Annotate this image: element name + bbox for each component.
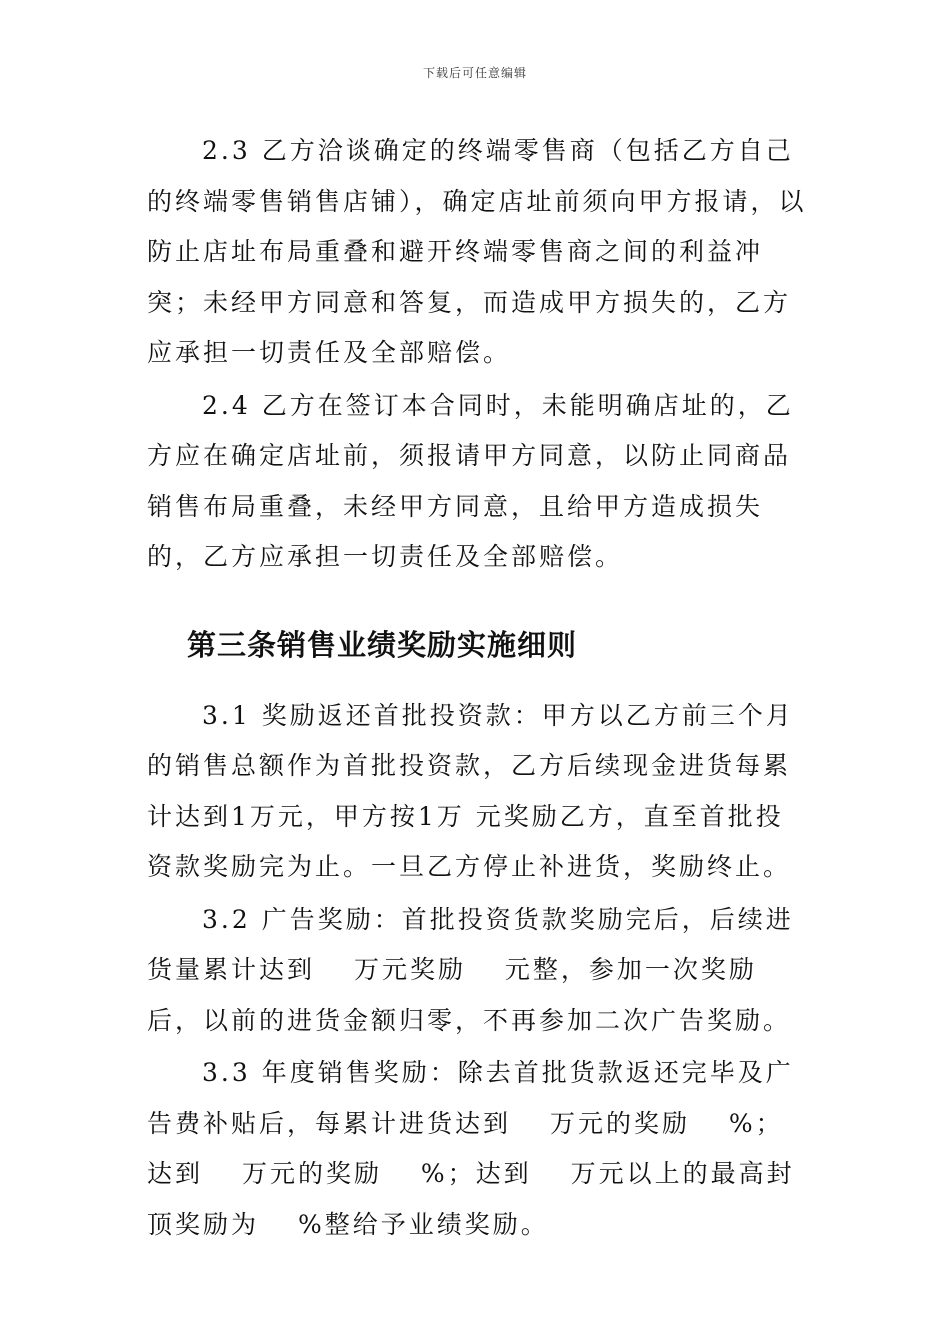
clause-3-3: 3.3 年度销售奖励：除去首批货款返还完毕及广告费补贴后，每累计进货达到 万元的奖励 %；达到 万元的奖励 %；达到 万元以上的最高封顶奖励为 %整给予业绩奖励。 — [147, 1058, 795, 1239]
clause-2-4: 2.4 乙方在签订本合同时，未能明确店址的，乙方应在确定店址前，须报请甲方同意，以防止同商品销售布局重叠，未经甲方同意，且给甲方造成损失的，乙方应承担一切责任及全部赔偿。 — [147, 390, 794, 571]
clause-3-2: 3.2 广告奖励：首批投资货款奖励完后，后续进货量累计达到 万元奖励 元整，参加一次奖励后，以前的进货金额归零，不再参加二次广告奖励。 — [147, 904, 794, 1035]
clause-3-1: 3.1 奖励返还首批投资款：甲方以乙方前三个月的销售总额作为首批投资款，乙方后续现金进货每累计达到1万元，甲方按1万 元奖励乙方，直至首批投资款奖励完为止。一旦乙方停止补进货，奖励终止。 — [147, 700, 794, 881]
document-body — [147, 126, 807, 1250]
header-note: 下载后可任意编辑 — [422, 66, 527, 80]
clause-2-3: 2.3 乙方洽谈确定的终端零售商（包括乙方自己的终端零售销售店铺），确定店址前须向甲方报请，以防止店址布局重叠和避开终端零售商之间的利益冲突；未经甲方同意和答复，而造成甲方损失的，乙方应承担一切责任及全部赔偿。 — [147, 136, 807, 367]
article-3-heading: 第三条销售业绩奖励实施细则 — [187, 627, 578, 662]
